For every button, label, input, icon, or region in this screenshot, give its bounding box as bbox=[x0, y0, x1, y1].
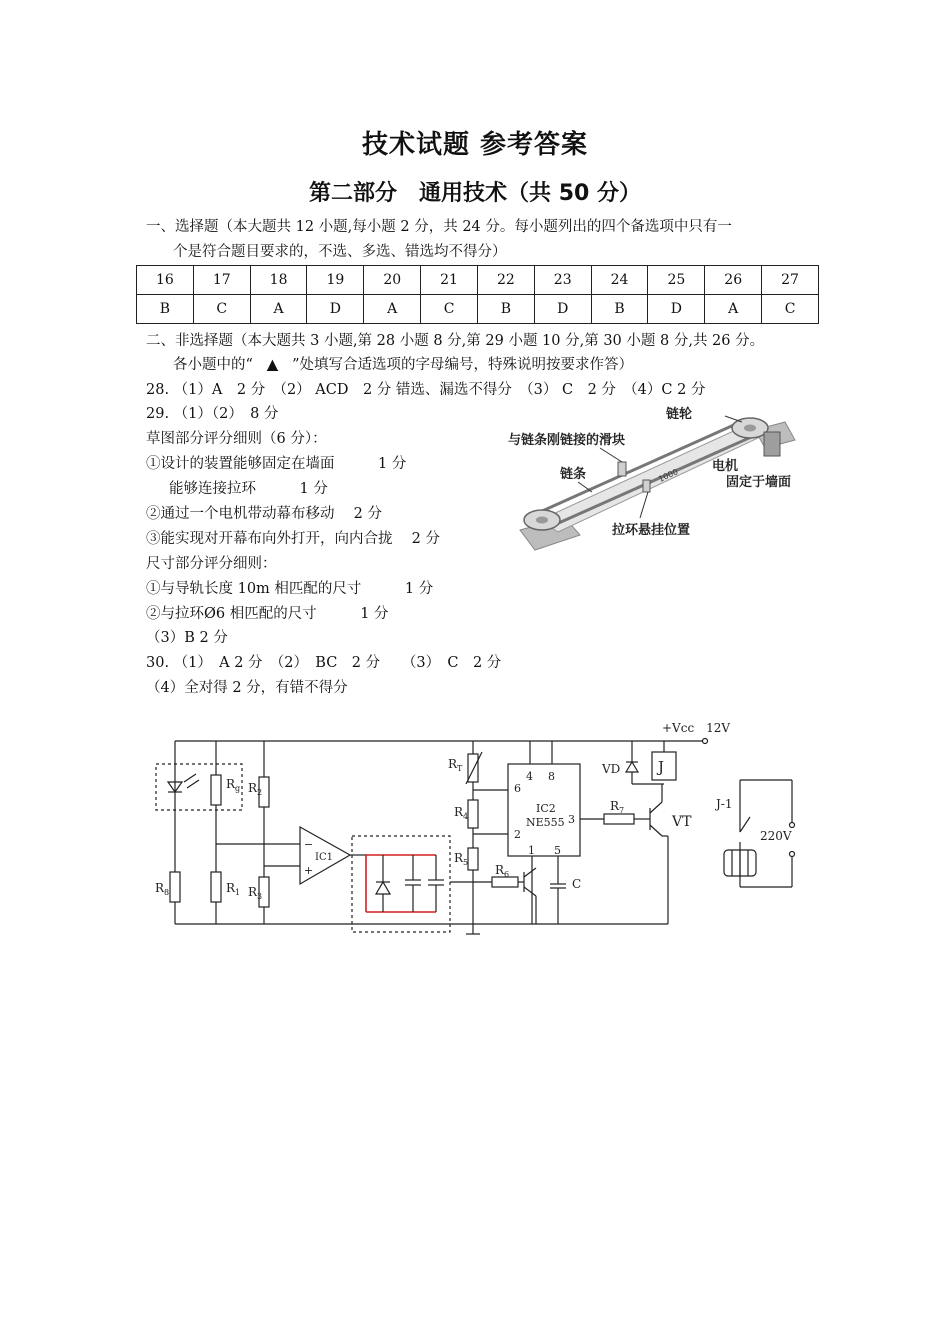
answer-table bbox=[136, 265, 819, 324]
ne555-label: NE555 bbox=[526, 816, 565, 829]
rg-letter: R bbox=[226, 777, 236, 791]
section2-intro-line1: 二、非选择题（本大题共 3 小题,第 28 小题 8 分,第 29 小题 10 分,第 30 小题 8 分,共 26 分。 bbox=[146, 333, 765, 349]
r1-letter: R bbox=[226, 881, 236, 895]
r6-sub: 6 bbox=[504, 870, 510, 879]
rt-label bbox=[448, 757, 463, 773]
opamp-plus-label: + bbox=[304, 864, 314, 877]
answer-diode bbox=[376, 882, 390, 894]
q29-part3: （3）B 2 分 bbox=[146, 630, 228, 646]
rt-letter: R bbox=[448, 757, 458, 771]
section2-intro-suffix: ”处填写合适选项的字母编号，特殊说明按要求作答） bbox=[292, 357, 633, 373]
vcc-label: +Vcc 12V bbox=[662, 721, 731, 735]
section1-intro-line1: 一、选择题（本大题共 12 小题,每小题 2 分，共 24 分。每小题列出的四个备选项中只有一 bbox=[146, 219, 732, 235]
question-number-cell: 21 bbox=[421, 266, 478, 295]
r5-resistor bbox=[468, 848, 478, 870]
question-number-cell: 24 bbox=[591, 266, 648, 295]
led-ray bbox=[184, 774, 196, 782]
r8-label bbox=[155, 881, 169, 897]
vt-emitter bbox=[650, 825, 662, 836]
q29-size-item2: ②与拉环Ø6 相匹配的尺寸 1 分 bbox=[146, 606, 389, 622]
answer-table-number-row bbox=[137, 266, 819, 295]
section1-intro-line2: 个是符合题目要求的，不选、多选、错选均不得分） bbox=[173, 244, 507, 260]
ring-label: 拉环悬挂位置 bbox=[612, 523, 691, 538]
slider-label: 与链条刚链接的滑块 bbox=[508, 433, 626, 448]
answer-cell: B bbox=[591, 295, 648, 324]
220v-terminal bbox=[790, 823, 795, 828]
blank-marker: ▲ bbox=[266, 356, 279, 373]
page-subtitle: 第二部分 通用技术（共 50 分） bbox=[309, 181, 641, 206]
answer-cell: D bbox=[648, 295, 705, 324]
q29-size-title: 尺寸部分评分细则： bbox=[146, 556, 277, 572]
r4-resistor bbox=[468, 800, 478, 828]
question-number-cell: 20 bbox=[364, 266, 421, 295]
vcc-terminal bbox=[703, 739, 708, 744]
rg-label bbox=[226, 777, 240, 793]
r8-sub: 8 bbox=[164, 888, 170, 897]
pull-ring-block bbox=[643, 480, 650, 492]
vd-diode bbox=[626, 762, 638, 772]
r5-label bbox=[454, 851, 468, 867]
pin6-label: 6 bbox=[514, 782, 521, 795]
answer-cell: C bbox=[193, 295, 250, 324]
ic1-label: IC1 bbox=[315, 852, 333, 863]
curtain-rail-figure bbox=[500, 400, 820, 560]
v220-label: 220V bbox=[760, 829, 792, 843]
question-number-cell: 26 bbox=[705, 266, 762, 295]
pin2-label: 2 bbox=[514, 828, 521, 841]
r6-letter: R bbox=[495, 863, 505, 877]
answer-cell: A bbox=[250, 295, 307, 324]
ic2-label: IC2 bbox=[536, 802, 556, 815]
answer-cell: A bbox=[364, 295, 421, 324]
question-number-cell: 18 bbox=[250, 266, 307, 295]
section2-intro-line2 bbox=[173, 355, 633, 375]
slider-leader bbox=[600, 448, 622, 462]
question-number-cell: 17 bbox=[193, 266, 250, 295]
question-number-cell: 22 bbox=[477, 266, 534, 295]
r3-letter: R bbox=[248, 885, 258, 899]
q29-sketch-item2: ②通过一个电机带动幕布移动 2 分 bbox=[146, 506, 382, 522]
motor-block bbox=[764, 432, 780, 456]
page-title: 技术试题 参考答案 bbox=[361, 130, 589, 160]
r6-label bbox=[495, 863, 509, 879]
r7-label bbox=[610, 799, 624, 815]
sprocket-label: 链轮 bbox=[666, 407, 693, 422]
pin3-label: 3 bbox=[568, 813, 575, 826]
r4-sub: 4 bbox=[463, 812, 469, 821]
pin8-label: 8 bbox=[548, 770, 555, 783]
q30-line1: 30. （1） A 2 分 （2） BC 2 分 （3） C 2 分 bbox=[146, 655, 502, 671]
section2-intro-prefix: 各小题中的“ bbox=[173, 357, 253, 373]
r1-label bbox=[226, 881, 240, 897]
r2-label bbox=[248, 781, 262, 797]
r1-sub: 1 bbox=[235, 888, 241, 897]
answer-cell: D bbox=[307, 295, 364, 324]
answer-red-wiring bbox=[366, 855, 436, 912]
q29-head: 29. （1）（2） 8 分 bbox=[146, 406, 279, 422]
question-number-cell: 16 bbox=[137, 266, 194, 295]
q30-line2: （4）全对得 2 分，有错不得分 bbox=[146, 680, 348, 696]
r2-sub: 2 bbox=[257, 788, 263, 797]
ring-leader bbox=[640, 492, 648, 518]
r8-resistor bbox=[170, 872, 180, 902]
q28-answer: 28. （1）A 2 分 （2） ACD 2 分 错选、漏选不得分 （3） C 2 分 （4）C 2 分 bbox=[146, 382, 706, 398]
circuit-diagram bbox=[140, 712, 820, 947]
rg-sub: g bbox=[235, 784, 241, 793]
answer-cell: C bbox=[421, 295, 478, 324]
220v-terminal bbox=[790, 852, 795, 857]
q29-sketch-item1b: 能够连接拉环 1 分 bbox=[169, 481, 328, 497]
r7-letter: R bbox=[610, 799, 620, 813]
chain-label: 链条 bbox=[560, 467, 587, 482]
answer-cell: B bbox=[477, 295, 534, 324]
r8-letter: R bbox=[155, 881, 165, 895]
vd-label: VD bbox=[602, 762, 621, 776]
r4-letter: R bbox=[454, 805, 464, 819]
r3-label bbox=[248, 885, 262, 901]
question-number-cell: 27 bbox=[762, 266, 819, 295]
q29-sketch-title: 草图部分评分细则（6 分）： bbox=[146, 431, 327, 447]
q29-size-item1: ①与导轨长度 10m 相匹配的尺寸 1 分 bbox=[146, 581, 434, 597]
question-number-cell: 25 bbox=[648, 266, 705, 295]
j1-label: J-1 bbox=[716, 797, 733, 811]
vt-collector bbox=[650, 802, 662, 813]
r3-sub: 3 bbox=[257, 892, 263, 901]
slider-block bbox=[618, 462, 626, 476]
sprocket-leader bbox=[725, 416, 742, 422]
opamp-minus-label: − bbox=[304, 838, 314, 851]
j1-switch bbox=[740, 817, 750, 832]
vt-label: VT bbox=[672, 814, 692, 830]
motor-label: 电机 bbox=[712, 459, 739, 474]
led-ray bbox=[187, 780, 199, 788]
left-sprocket-hub bbox=[536, 517, 548, 524]
r4-label bbox=[454, 805, 468, 821]
answer-cell: B bbox=[137, 295, 194, 324]
r5-sub: 5 bbox=[463, 858, 469, 867]
pin4-label: 4 bbox=[526, 770, 533, 783]
relay-label: J bbox=[658, 758, 665, 776]
r5-letter: R bbox=[454, 851, 464, 865]
r1-resistor bbox=[211, 872, 221, 902]
answer-cell: D bbox=[534, 295, 591, 324]
wall-label: 固定于墙面 bbox=[726, 475, 792, 490]
transistor-collector bbox=[524, 868, 536, 877]
dimension-label: 1000 bbox=[657, 467, 680, 484]
question-number-cell: 19 bbox=[307, 266, 364, 295]
question-number-cell: 23 bbox=[534, 266, 591, 295]
pin5-label: 5 bbox=[554, 844, 561, 857]
answer-cell: C bbox=[762, 295, 819, 324]
rg-resistor bbox=[211, 775, 221, 805]
q29-sketch-item3: ③能实现对开幕布向外打开，向内合拢 2 分 bbox=[146, 531, 440, 547]
q29-sketch-item1: ①设计的装置能够固定在墙面 1 分 bbox=[146, 456, 407, 472]
right-sprocket-hub bbox=[744, 425, 756, 432]
r7-sub: 7 bbox=[619, 806, 625, 815]
transistor-emitter bbox=[524, 887, 536, 896]
capacitor-label: C bbox=[572, 877, 582, 891]
answer-table-answer-row bbox=[137, 295, 819, 324]
r2-letter: R bbox=[248, 781, 258, 795]
r7-resistor bbox=[604, 814, 634, 824]
answer-cell: A bbox=[705, 295, 762, 324]
rt-sub: T bbox=[457, 764, 463, 773]
pin1-label: 1 bbox=[528, 844, 535, 857]
